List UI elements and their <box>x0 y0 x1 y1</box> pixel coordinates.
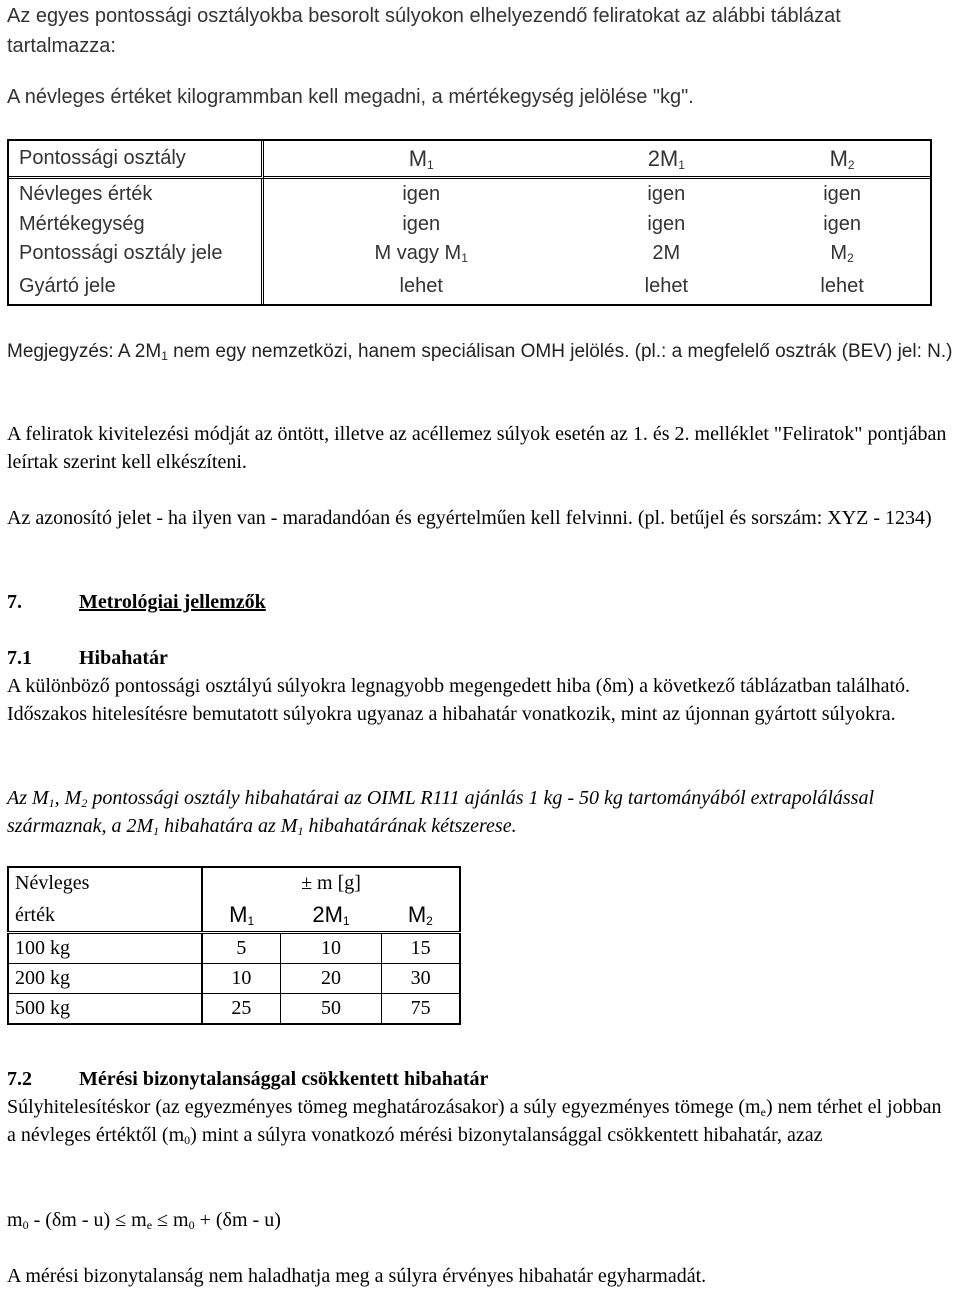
table-row <box>8 964 460 994</box>
cell: 30 <box>382 964 460 994</box>
header-col-m2: $M_2$ <box>754 141 930 179</box>
cell: igen <box>823 212 861 235</box>
cell: 5 <box>202 933 280 964</box>
row-label: Mértékegység <box>9 209 264 239</box>
header-col-m1: $M_1$ <box>264 141 578 179</box>
section-72-heading: 7.2 Mérési bizonytalansággal csökkentett hibahatár <box>7 1068 489 1090</box>
unit-paragraph: A névleges értéket kilogrammban kell megadni, a mértékegység jelölése "kg". <box>7 86 694 108</box>
row-label: 100 kg <box>8 933 202 964</box>
cell: igen <box>647 182 686 205</box>
cell: 15 <box>382 933 460 964</box>
table-row <box>9 239 930 269</box>
cell: igen <box>402 212 441 235</box>
row-label: Névleges érték <box>9 179 264 209</box>
section-72-text: Súlyhitelesítéskor (az egyezményes tömeg meghatározásakor) a súly egyezményes tömege $(m_e)$ nem térhet el jobban a névleges értéktől $(m_0)$ mint a súlyra vonatkozó mérési bizonytalansággal csökkentett hibahatár, azaz <box>7 1096 942 1147</box>
cell: 2M <box>652 242 681 265</box>
le-symbol: ≤ <box>157 1209 169 1231</box>
table-row <box>9 269 930 304</box>
table-row <box>8 994 460 1025</box>
cell: 10 <box>202 964 280 994</box>
cell: igen <box>402 182 441 205</box>
cell: 75 <box>382 994 460 1025</box>
le-symbol: ≤ <box>115 1209 127 1231</box>
cell: igen <box>823 182 861 205</box>
cell: lehet <box>644 274 688 297</box>
header-col-2m1: $2M_1$ <box>578 141 754 179</box>
cell: 10 <box>280 933 381 964</box>
row-label: 500 kg <box>8 994 202 1025</box>
formula: $m_0 - (\delta m - u) \le m_e \le m_0 + (\delta m - u)$ <box>7 1209 281 1232</box>
header-col-m1: $M_1$ <box>202 899 280 933</box>
header-label: Névleges <box>8 867 202 899</box>
cell: 20 <box>280 964 381 994</box>
cell: lehet <box>820 274 864 297</box>
italic-note: Az $M_1$, $M_2$ pontossági osztály hibahatárai az OIML R111 ajánlás 1 kg - 50 kg tartományából extrapolálással származnak, a $2M_1$ hibahatára az $M_1$ hibahatárának kétszerese. <box>7 787 875 838</box>
intro-paragraph: Az egyes pontossági osztályokba besorolt súlyokon elhelyezendő feliratokat az alábbi táblázat tartalmazza: <box>7 5 841 57</box>
header-col-2m1: $2M_1$ <box>280 899 381 933</box>
row-label: Pontossági osztály jele <box>9 239 264 269</box>
feliratok-paragraph: A feliratok kivitelezési módját az öntött, illetve az acéllemez súlyok esetén az 1. és 2. melléklet "Feliratok" pontjában leírtak szerint kell elkészíteni. <box>7 423 947 473</box>
table-row <box>8 933 460 964</box>
table-header-row <box>8 899 460 933</box>
section-7-heading: 7. Metrológiai jellemzők <box>7 591 266 613</box>
header-label: érték <box>8 899 202 933</box>
header-label: Pontossági osztály <box>9 141 264 179</box>
header-col-m2: $M_2$ <box>382 899 460 933</box>
table-row <box>9 209 930 239</box>
inscription-table <box>7 139 932 306</box>
cell: igen <box>647 212 686 235</box>
cell: 50 <box>280 994 381 1025</box>
row-label: Gyártó jele <box>9 269 264 304</box>
section-71-text: A különböző pontossági osztályú súlyokra legnagyobb megengedett hiba (δm) a következő táblázatban található. Időszakos hitelesítésre bemutatott súlyokra ugyanaz a hibahatár vonatkozik, mint az újonnan gyártott súlyokra. <box>7 675 911 725</box>
header-unit: ± m [g] <box>202 867 460 899</box>
table-header-row <box>9 141 930 179</box>
cell: $M_2$ <box>830 242 854 266</box>
row-label: 200 kg <box>8 964 202 994</box>
cell: M vagy $M_1$ <box>374 242 468 266</box>
azonosito-paragraph: Az azonosító jelet - ha ilyen van - maradandóan és egyértelműen kell felvinni. (pl. betűjel és sorszám: XYZ - 1234) <box>7 507 932 529</box>
cell: lehet <box>399 274 443 297</box>
table-row <box>9 179 930 209</box>
cell: 25 <box>202 994 280 1025</box>
error-limit-table <box>7 866 461 1025</box>
section-71-heading: 7.1 Hibahatár <box>7 647 168 669</box>
note-paragraph: Megjegyzés: A $2M_1$ nem egy nemzetközi, hanem speciálisan OMH jelölés. (pl.: a megfelelő osztrák (BEV) jel: N.) <box>7 341 953 363</box>
table-header-row <box>8 867 460 899</box>
final-paragraph: A mérési bizonytalanság nem haladhatja meg a súlyra érvényes hibahatár egyharmadát. <box>7 1265 707 1287</box>
